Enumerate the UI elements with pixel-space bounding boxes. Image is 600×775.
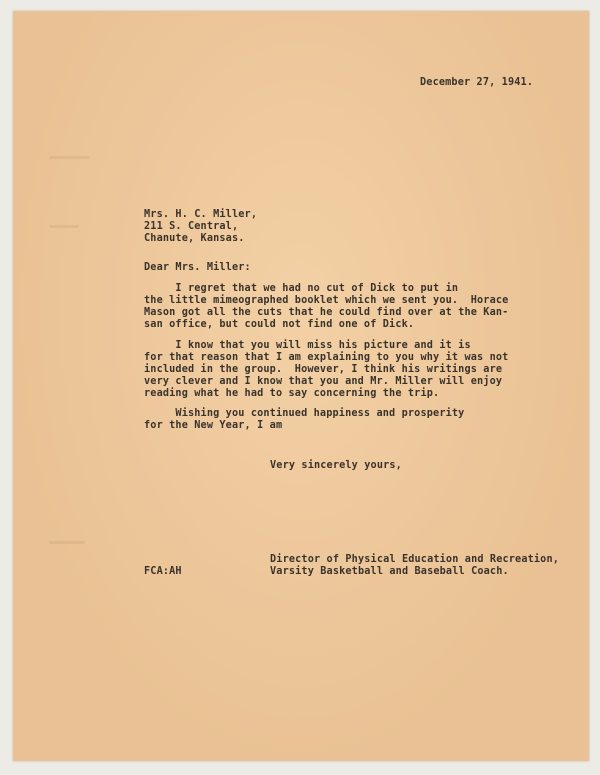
recipient-city: Chanute, Kansas. <box>144 233 245 244</box>
paragraph-2-line: included in the group. However, I think his writings are <box>144 364 503 375</box>
faint-mark <box>49 225 79 228</box>
recipient-name: Mrs. H. C. Miller, <box>144 209 258 220</box>
paragraph-3-line: Wishing you continued happiness and prosperity <box>144 408 465 419</box>
closing: Very sincerely yours, <box>270 460 402 471</box>
letter-date: December 27, 1941. <box>420 77 534 88</box>
paragraph-2-line: reading what he had to say concerning the trip. <box>144 388 440 399</box>
paragraph-3-line: for the New Year, I am <box>144 420 283 431</box>
reference-initials: FCA:AH <box>144 566 182 577</box>
paragraph-1-line: san office, but could not find one of Dick. <box>144 319 415 330</box>
signature-title-line-2: Varsity Basketball and Baseball Coach. <box>270 566 509 577</box>
paragraph-2-line: for that reason that I am explaining to you why it was not <box>144 352 509 363</box>
recipient-street: 211 S. Central, <box>144 221 239 232</box>
paragraph-2-line: very clever and I know that you and Mr. Miller will enjoy <box>144 376 503 387</box>
paragraph-1-line: I regret that we had no cut of Dick to put in <box>144 283 459 294</box>
signature-title-line-1: Director of Physical Education and Recreation, <box>270 554 560 565</box>
paragraph-1-line: Mason got all the cuts that he could find over at the Kan- <box>144 307 509 318</box>
salutation: Dear Mrs. Miller: <box>144 262 251 273</box>
paragraph-1-line: the little mimeographed booklet which we sent you. Horace <box>144 295 509 306</box>
faint-mark <box>49 541 85 544</box>
faint-mark <box>49 156 89 159</box>
paragraph-2-line: I know that you will miss his picture and it is <box>144 340 471 351</box>
